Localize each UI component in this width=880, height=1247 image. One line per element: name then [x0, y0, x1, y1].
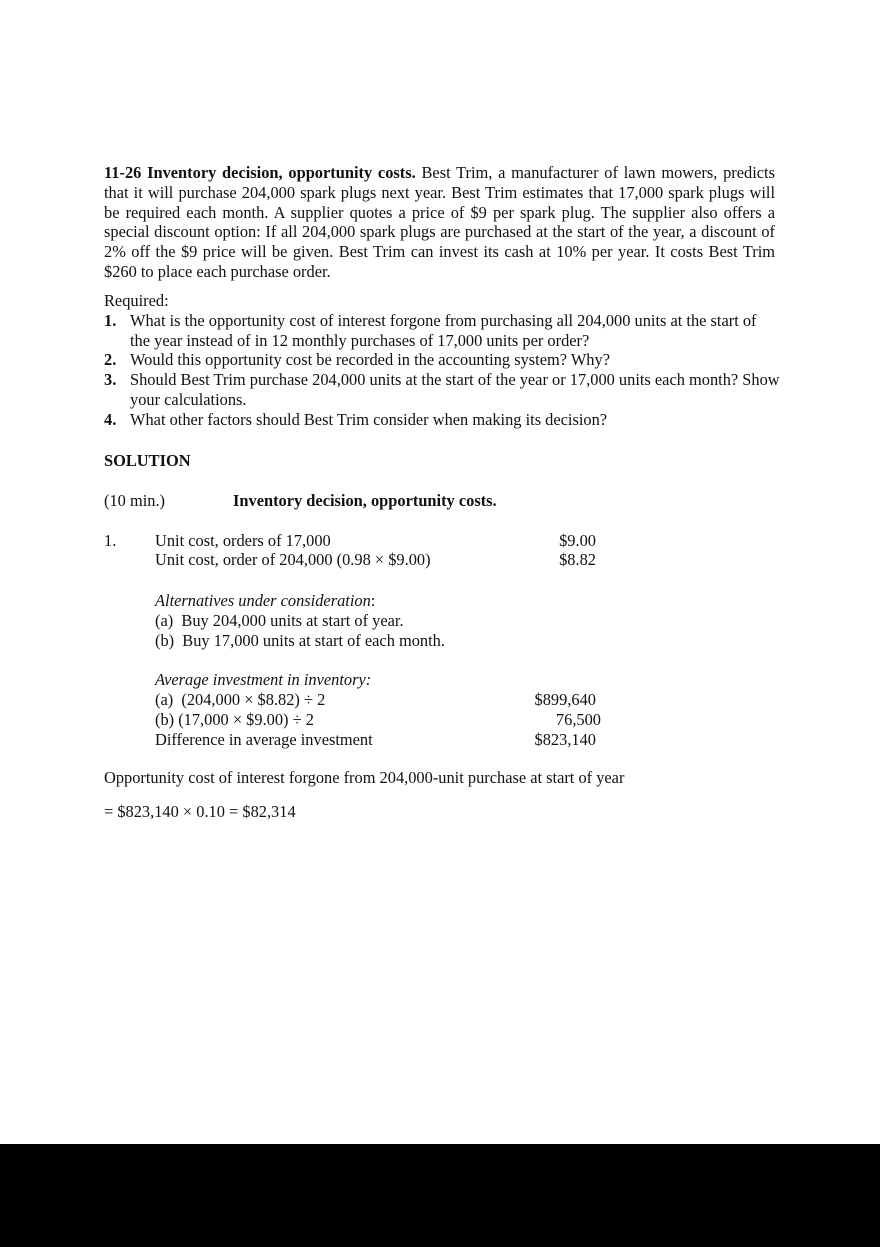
- required-item-number: 4.: [104, 409, 117, 429]
- required-item-text: What other factors should Best Trim consider when making its decision?: [130, 409, 608, 429]
- required-item-number: 2.: [104, 350, 117, 370]
- required-label: Required:: [104, 291, 169, 310]
- problem-statement: [104, 163, 775, 282]
- solution-title: Inventory decision, opportunity costs.: [233, 491, 497, 510]
- alternatives-heading-colon: :: [370, 591, 376, 610]
- problem-heading: 11-26 Inventory decision, opportunity costs.: [104, 163, 416, 182]
- investment-row-value: $899,640: [534, 690, 596, 709]
- required-item: [104, 370, 780, 410]
- investment-row-label: Difference in average investment: [155, 730, 373, 749]
- alternatives-heading-text: Alternatives under consideration: [155, 591, 371, 610]
- conclusion-calculation: = $823,140 × 0.10 = $82,314: [104, 802, 296, 821]
- average-investment-heading: Average investment in inventory:: [155, 670, 372, 689]
- unit-cost-label: Unit cost, order of 204,000 (0.98 × $9.00): [155, 550, 431, 569]
- required-item: [104, 350, 780, 370]
- investment-row-value: $823,140: [534, 730, 596, 749]
- alternatives-heading: [155, 591, 375, 611]
- required-item: [104, 410, 780, 430]
- part-number: 1.: [104, 531, 117, 550]
- investment-row-label: (b) (17,000 × $9.00) ÷ 2: [155, 710, 314, 729]
- solution-time: (10 min.): [104, 491, 166, 510]
- unit-cost-label: Unit cost, orders of 17,000: [155, 531, 331, 550]
- unit-cost-value: $9.00: [559, 531, 596, 550]
- problem-body: Best Trim, a manufacturer of lawn mowers, predicts that it will purchase 204,000 spark plugs next year. Best Trim estimates that 17,000 spark plugs will be required each month. A supplier quotes a price of $9 per spark plug. The supplier also offers a special discount option: If all 204,000 spark plugs are purchased at the start of the year, a discount of 2% off the $9 price will be given. Best Trim can invest its cash at 10% per year. It costs Best Trim $260 to place each purchase order.: [104, 163, 775, 281]
- required-item-text: What is the opportunity cost of interest forgone from purchasing all 204,000 units at the start of the year instead of in 12 monthly purchases of 17,000 units per order?: [130, 310, 757, 350]
- required-section: [104, 291, 780, 430]
- investment-row-value: 76,500: [555, 710, 601, 729]
- solution-heading: SOLUTION: [104, 451, 191, 470]
- alternative-item: (b) Buy 17,000 units at start of each month.: [155, 631, 445, 650]
- required-item-number: 3.: [104, 370, 117, 390]
- required-item-number: 1.: [104, 310, 117, 330]
- required-item-text: Should Best Trim purchase 204,000 units at the start of the year or 17,000 units each month? Show your calculations.: [130, 370, 780, 409]
- investment-row-label: (a) (204,000 × $8.82) ÷ 2: [155, 690, 326, 709]
- black-bottom-band: [0, 1144, 880, 1247]
- unit-cost-value: $8.82: [559, 550, 596, 569]
- required-item-text: Would this opportunity cost be recorded in the accounting system? Why?: [130, 350, 610, 370]
- alternative-item: (a) Buy 204,000 units at start of year.: [155, 611, 404, 630]
- required-item: [104, 311, 780, 351]
- conclusion-line: Opportunity cost of interest forgone from 204,000-unit purchase at start of year: [104, 768, 625, 787]
